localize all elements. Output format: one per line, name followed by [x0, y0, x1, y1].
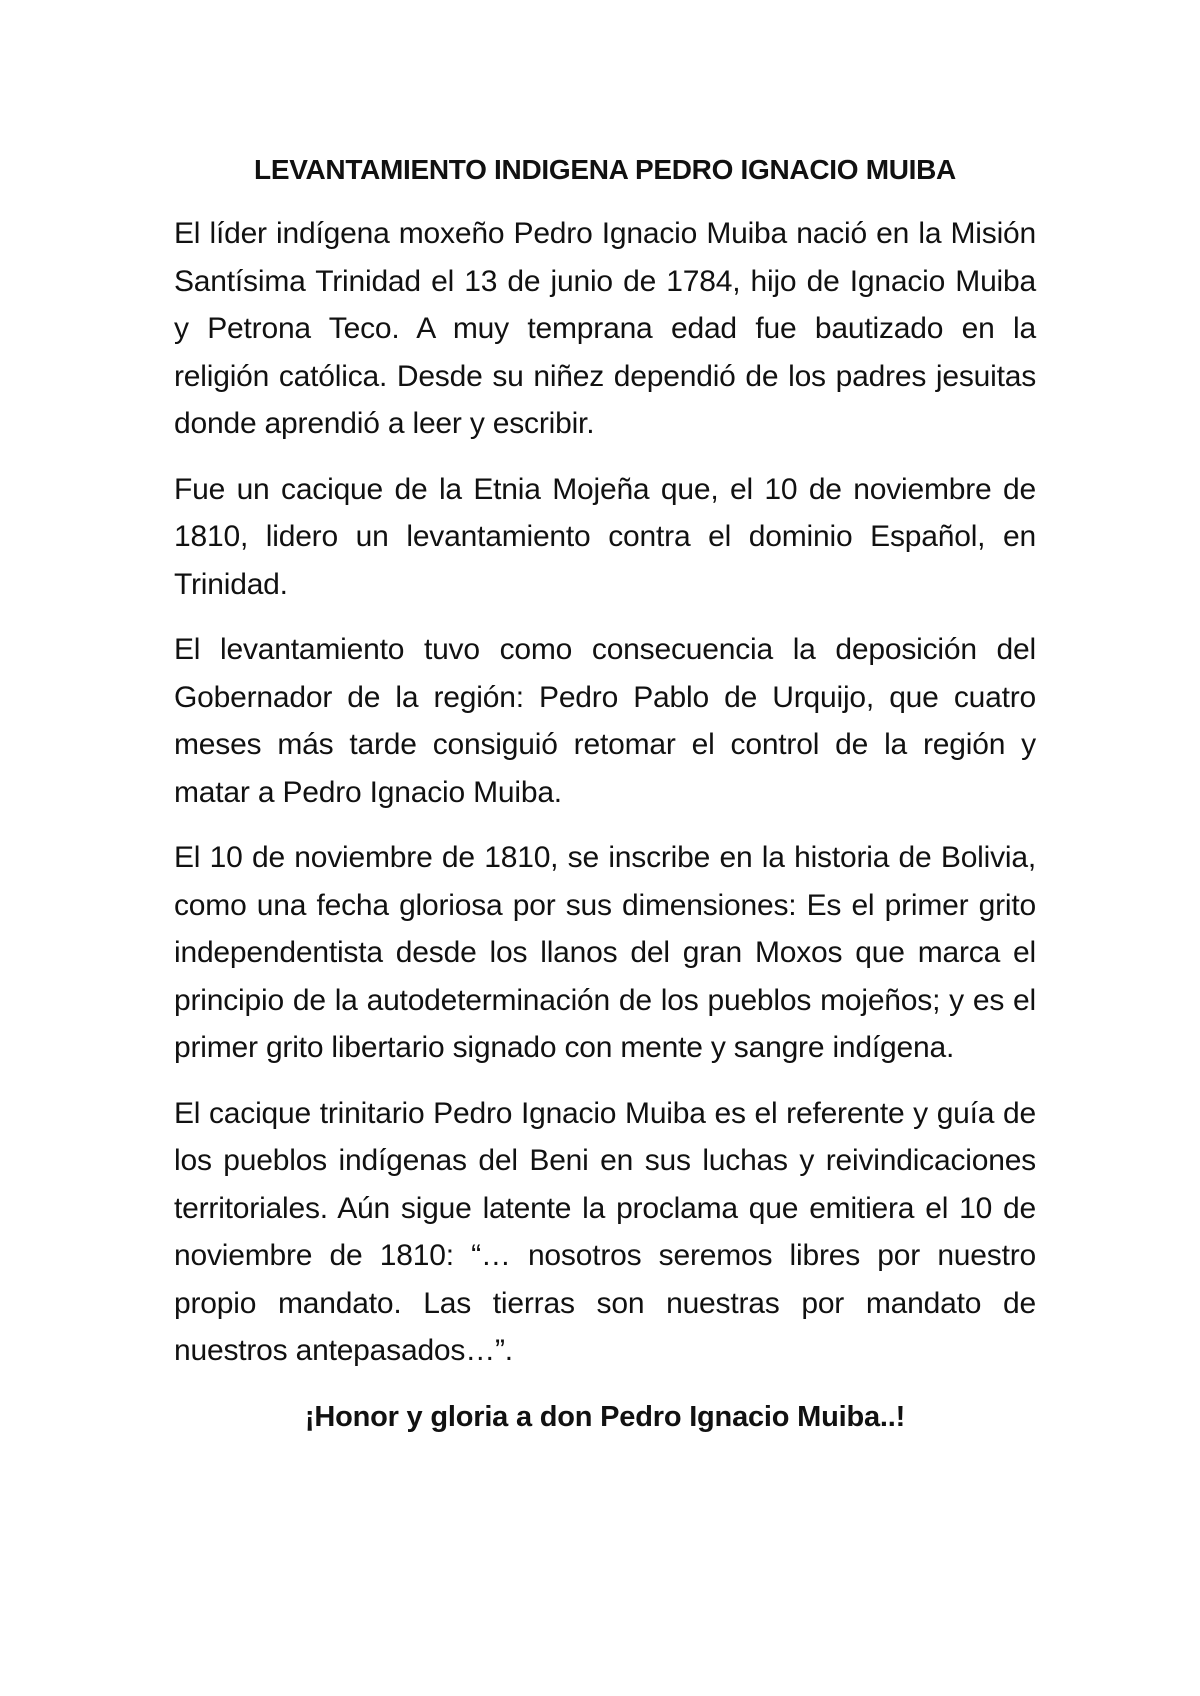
paragraph-uprising: Fue un cacique de la Etnia Mojeña que, el 10 de noviembre de 1810, lidero un levantamiento contra el dominio Español, en Trinidad. [174, 472, 1036, 601]
document-page [174, 150, 1036, 1439]
paragraph-consequence: El levantamiento tuvo como consecuencia la deposición del Gobernador de la región: Pedro Pablo de Urquijo, que cuatro meses más tarde consiguió retomar el control de la región y matar a Pedro Ignacio Muiba. [174, 633, 1036, 809]
paragraph-legacy: El cacique trinitario Pedro Ignacio Muiba es el referente y guía de los pueblos indígenas del Beni en sus luchas y reivindicaciones territoriales. Aún sigue latente la proclama que emitiera el 10 de noviembre de 1810: “… nosotros seremos libres por nuestro propio mandato. Las tierras son nuestras por mandato de nuestros antepasados…”. [174, 1096, 1036, 1367]
paragraph-significance: El 10 de noviembre de 1810, se inscribe en la historia de Bolivia, como una fecha gloriosa por sus dimensiones: Es el primer grito independentista desde los llanos del gran Moxos que marca el principio de la autodeterminación de los pueblos mojeños; y es el primer grito libertario signado con mente y sangre indígena. [174, 841, 1036, 1064]
paragraph-birth: El líder indígena moxeño Pedro Ignacio Muiba nació en la Misión Santísima Trinidad el 13 de junio de 1784, hijo de Ignacio Muiba y Petrona Teco. A muy temprana edad fue bautizado en la religión católica. Desde su niñez dependió de los padres jesuitas donde aprendió a leer y escribir. [174, 217, 1036, 440]
document-title: LEVANTAMIENTO INDIGENA PEDRO IGNACIO MUIBA [254, 154, 956, 185]
closing-line: ¡Honor y gloria a don Pedro Ignacio Muiba..! [304, 1400, 906, 1433]
